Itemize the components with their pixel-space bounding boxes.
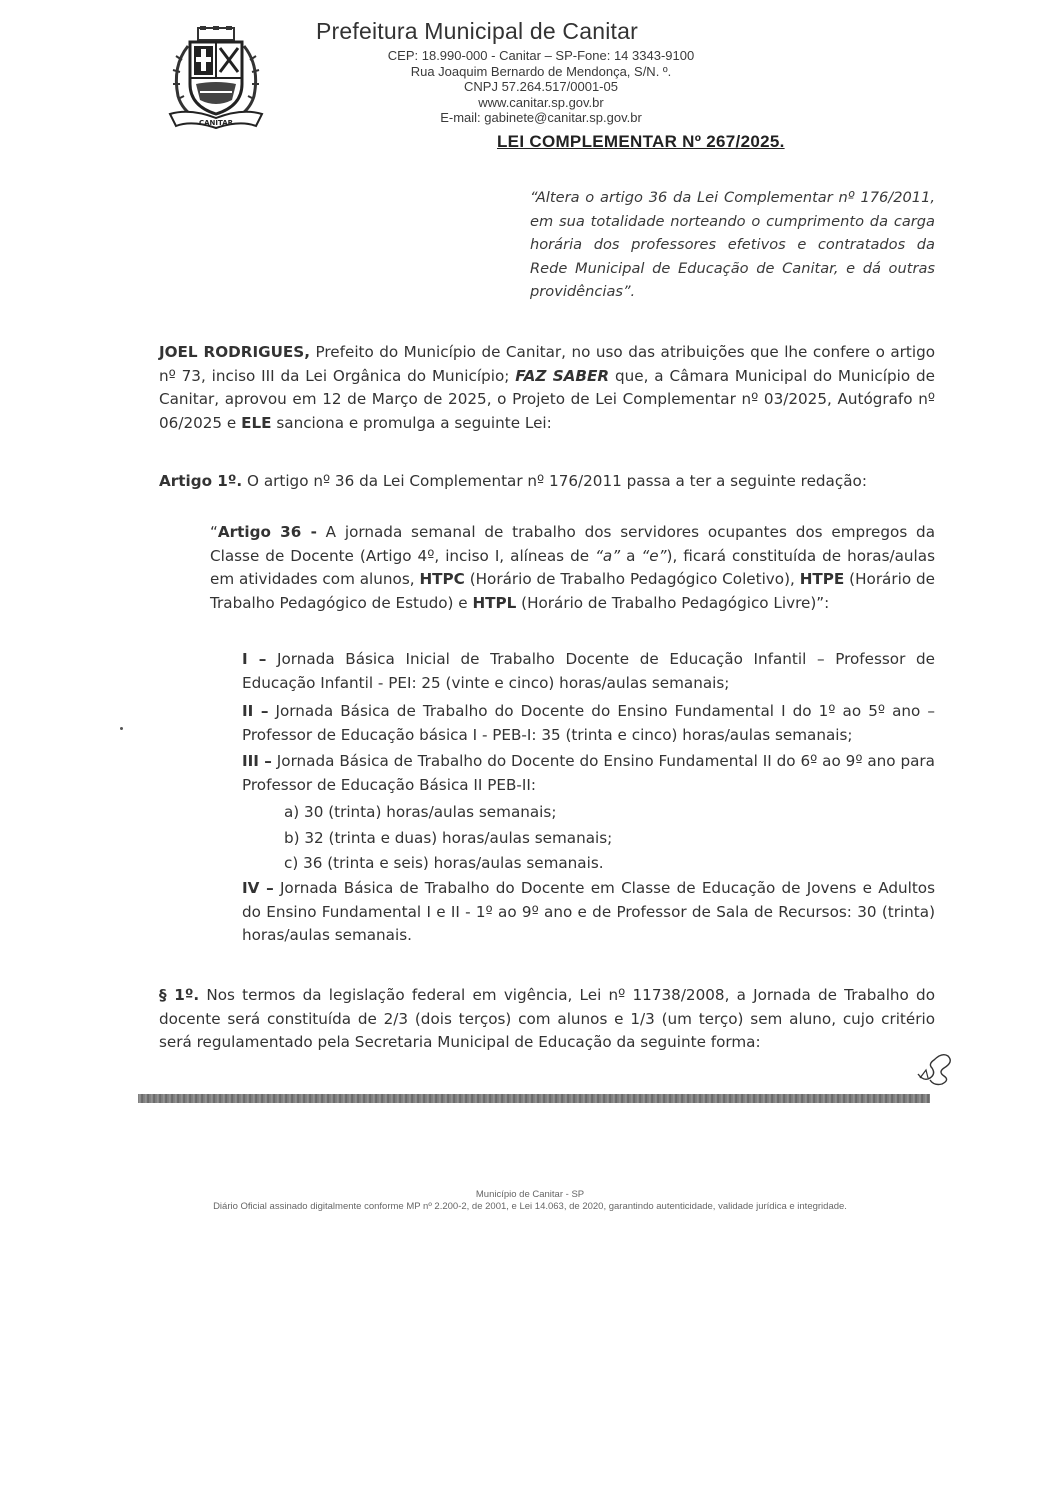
preamble-paragraph: JOEL RODRIGUES, Prefeito do Município de Canitar, no uso das atribuições que lhe confere o artigo nº 73, inciso III da Lei Orgânica do Município; FAZ SABER que, a Câmara Municipal do Município de Canitar, aprovou em 12 de Março de 2025, o Projeto de Lei Complementar nº 03/2025, Autógrafo nº 06/2025 e ELE sanciona e promulga a seguinte Lei:	[159, 343, 936, 432]
scan-speck	[120, 727, 123, 730]
footer-municipality: Município de Canitar - SP	[475, 1189, 585, 1200]
law-title: LEI COMPLEMENTAR Nº 267/2025.	[497, 132, 785, 151]
municipal-crest-icon	[160, 26, 272, 132]
paragraph-1-label: § 1º.	[159, 986, 200, 1004]
header-website: www.canitar.sp.gov.br	[478, 94, 604, 110]
header-address: Rua Joaquim Bernardo de Mendonça, S/N. º.	[410, 63, 672, 79]
paragraph-1: § 1º. Nos termos da legislação federal em vigência, Lei nº 11738/2008, a Jornada de Trabalho do docente será constituída de 2/3 (dois terços) com alunos e 1/3 (um terço) sem aluno, cujo critério será regulamentado pela Secretaria Municipal de Educação da seguinte forma:	[159, 986, 935, 1051]
ementa: “Altera o artigo 36 da Lei Complementar nº 176/2011, em sua totalidade norteando o cumprimento da carga horária dos professores efetivos e contratados da Rede Municipal de Educação de Canitar, e dá outras providências”.	[530, 189, 935, 301]
header-cnpj: CNPJ 57.264.517/0001-05	[464, 79, 618, 94]
article-1: Artigo 1º. O artigo nº 36 da Lei Complementar nº 176/2011 passa a ter a seguinte redação:	[159, 472, 867, 490]
article-1-label: Artigo 1º.	[159, 472, 243, 490]
svg-text:CANITAR: CANITAR	[198, 119, 234, 127]
header-cep-phone: CEP: 18.990-000 - Canitar – SP-Fone: 14 3343-9100	[387, 48, 695, 63]
list-item: II – Jornada Básica de Trabalho do Docente do Ensino Fundamental I do 1º ao 5º ano – Professor de Educação básica I - PEB-I: 35 (trinta e cinco) horas/aulas semanais;	[242, 702, 935, 744]
sub-item: c) 36 (trinta e seis) horas/aulas semanais.	[284, 854, 604, 872]
mayor-name: JOEL RODRIGUES,	[159, 343, 310, 361]
article-36: “Artigo 36 - A jornada semanal de trabalho dos servidores ocupantes dos empregos da Classe de Docente (Artigo 4º, inciso I, alíneas de “a” a “e”), ficará constituída de horas/aulas em atividades com alunos, HTPC (Horário de Trabalho Pedagógico Coletivo), HTPE (Horário de Trabalho Pedagógico de Estudo) e HTPL (Horário de Trabalho Pedagógico Livre)”:	[210, 523, 936, 612]
article-36-label: Artigo 36 -	[217, 523, 317, 541]
header-contact-block	[356, 48, 726, 126]
sub-item: a) 30 (trinta) horas/aulas semanais;	[284, 803, 557, 821]
sub-item: b) 32 (trinta e duas) horas/aulas semanais;	[284, 829, 613, 847]
footer	[0, 1189, 1060, 1213]
footer-digital-signature-note: Diário Oficial assinado digitalmente conforme MP nº 2.200-2, de 2001, e Lei 14.063, de 2020, garantindo autenticidade, validade jurídica e integridade.	[213, 1201, 847, 1212]
list-item: IV – Jornada Básica de Trabalho do Docente em Classe de Educação de Jovens e Adultos do Ensino Fundamental I e II - 1º ao 9º ano e de Professor de Sala de Recursos: 30 (trinta) horas/aulas semanais.	[242, 879, 935, 944]
list-item: III – Jornada Básica de Trabalho do Docente do Ensino Fundamental II do 6º ao 9º ano para Professor de Educação Básica II PEB-II:	[242, 752, 935, 794]
initials-signature-icon	[914, 1048, 958, 1088]
header-email: E-mail: gabinete@canitar.sp.gov.br	[440, 110, 642, 125]
list-item: I – Jornada Básica Inicial de Trabalho Docente de Educação Infantil – Professor de Educação Infantil - PEI: 25 (vinte e cinco) horas/aulas semanais;	[242, 650, 935, 692]
divider-rule	[138, 1094, 930, 1103]
faz-saber: FAZ SABER	[515, 366, 610, 385]
header-title: Prefeitura Municipal de Canitar	[316, 18, 638, 44]
ele-label: ELE	[241, 413, 272, 432]
